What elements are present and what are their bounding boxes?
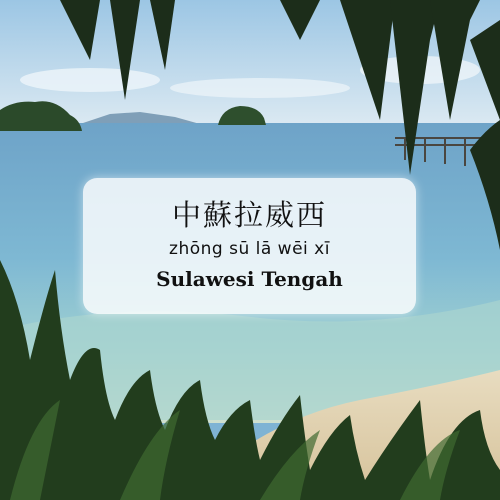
caption-card: [83, 178, 416, 314]
chinese-name: 中蘇拉威西: [171, 198, 327, 232]
cloud: [20, 68, 160, 92]
cloud: [170, 78, 350, 98]
pinyin-romanization: zhōng sū lā wēi xī: [169, 239, 330, 259]
province-name: Sulawesi Tengah: [156, 267, 343, 291]
